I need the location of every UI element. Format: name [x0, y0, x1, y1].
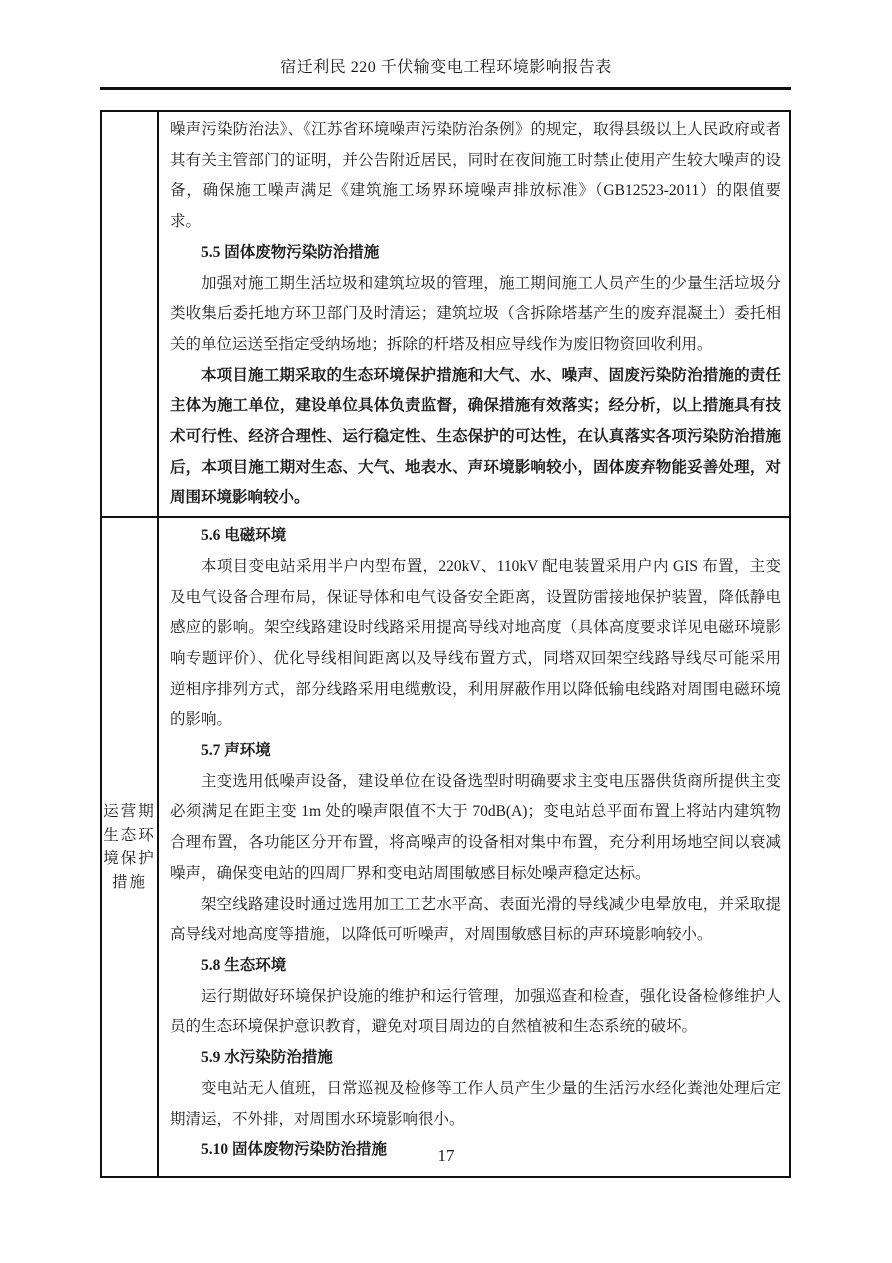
- table-row: [101, 517, 790, 1177]
- section-heading: 5.8 生态环境: [201, 956, 287, 974]
- measures-table-body: [101, 111, 790, 1177]
- body-paragraph: 噪声污染防治法》、《江苏省环境噪声污染防治条例》的规定，取得县级以上人民政府或者其有关主管部门的证明，并公告附近居民，同时在夜间施工时禁止使用产生较大噪声的设备，确保施工噪声满足《建筑施工场界环境噪声排放标准》（GB12523-2011）的限值要求。: [170, 121, 781, 231]
- page-number: 17: [437, 1146, 455, 1165]
- section-heading: 5.5 固体废物污染防治措施: [201, 243, 380, 261]
- body-paragraph: 变电站无人值班，日常巡视及检修等工作人员产生少量的生活污水经化粪池处理后定期清运，不外排，对周围水环境影响很小。: [170, 1079, 781, 1128]
- body-paragraph: 主变选用低噪声设备，建设单位在设备选型时明确要求主变电压器供货商所提供主变必须满足在距主变 1m 处的噪声限值不大于 70dB(A)；变电站总平面布置上将站内建筑物合理布置，各功能区分开布置，将高噪声的设备相对集中布置，充分利用场地空间以衰减噪声，确保变电站的四周厂界和变电站周围敏感目标处噪声稳定达标。: [170, 772, 781, 882]
- row-label-line: 境保护: [103, 850, 156, 868]
- row-content-cell: [158, 111, 790, 517]
- body-paragraph: 本项目施工期采取的生态环境保护措施和大气、水、噪声、固废污染防治措施的责任主体为施工单位，建设单位具体负责监督，确保措施有效落实；经分析，以上措施具有技术可行性、经济合理性、运行稳定性、生态保护的可达性，在认真落实各项污染防治措施后，本项目施工期对生态、大气、地表水、声环境影响较小，固体废弃物能妥善处理，对周围环境影响较小。: [170, 366, 781, 507]
- row-label-cell: [101, 517, 158, 1177]
- row-content-cell: [158, 517, 790, 1177]
- section-heading: 5.9 水污染防治措施: [201, 1049, 333, 1067]
- body-paragraph: 本项目变电站采用半户内型布置，220kV、110kV 配电装置采用户内 GIS 布置，主变及电气设备合理布局，保证导体和电气设备安全距离，设置防雷接地保护装置，降低静电感应的影响。架空线路建设时线路采用提高导线对地高度（具体高度要求详见电磁环境影响专题评价）、优化导线相间距离以及导线布置方式，同塔双回架空线路导线尽可能采用逆相序排列方式，部分线路采用电缆敷设，利用屏蔽作用以降低输电线路对周围电磁环境的影响。: [170, 557, 781, 729]
- row-label-cell: [101, 111, 158, 517]
- row-label-line: 措施: [111, 873, 147, 891]
- header-divider: [100, 87, 791, 90]
- page-title: 宿迁利民 220 千伏输变电工程环境影响报告表: [280, 59, 612, 76]
- body-paragraph: 加强对施工期生活垃圾和建筑垃圾的管理，施工期间施工人员产生的少量生活垃圾分类收集后委托地方环卫部门及时清运；建筑垃圾（含拆除塔基产生的废弃混凝土）委托相关的单位运送至指定受纳场地；拆除的杆塔及相应导线作为废旧物资回收利用。: [170, 274, 781, 353]
- body-paragraph: 运行期做好环境保护设施的维护和运行管理，加强巡查和检查，强化设备检修维护人员的生态环境保护意识教育，避免对项目周边的自然植被和生态系统的破坏。: [170, 987, 781, 1036]
- section-heading: 5.7 声环境: [201, 742, 271, 760]
- row-label-line: 生态环: [103, 826, 156, 844]
- body-paragraph: 架空线路建设时通过选用加工工艺水平高、表面光滑的导线减少电晕放电，并采取提高导线对地高度等措施，以降低可听噪声，对周围敏感目标的声环境影响较小。: [170, 895, 781, 944]
- section-heading: 5.6 电磁环境: [201, 527, 287, 545]
- table-row: [101, 111, 790, 517]
- measures-table: [100, 110, 791, 1178]
- row-label-line: 运营期: [103, 803, 156, 821]
- section-heading: 5.10 固体废物污染防治措施: [201, 1141, 388, 1159]
